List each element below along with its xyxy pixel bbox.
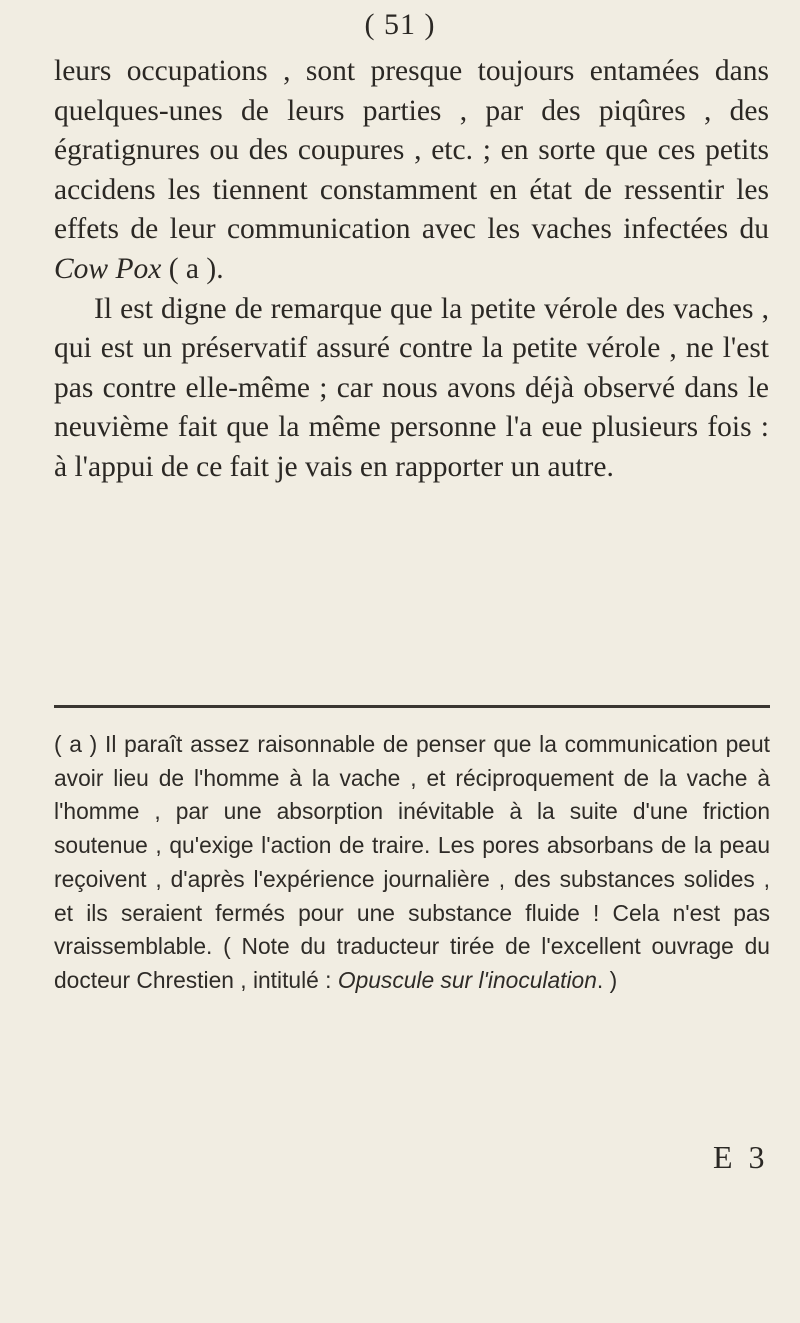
main-text — [54, 52, 769, 488]
footnote-tail: . ) — [596, 966, 618, 993]
footnote-divider — [54, 705, 770, 708]
footnote-book-title: Opuscule sur l'inoculation — [337, 966, 597, 993]
paragraph-1-text: leurs occupations , sont presque toujours entamées dans quelques-unes de leurs parties , par des piqûres , des égratignures ou des coupures , etc. ; en sorte que ces petits accidens les tiennent constamment en état de ressentir les effets de leur communication avec les vaches infectées du — [54, 55, 769, 246]
page-number: ( 51 ) — [364, 8, 436, 41]
footnote — [54, 728, 770, 998]
footnote-paragraph — [54, 728, 770, 998]
signature-mark: E 3 — [713, 1139, 769, 1175]
footnote-ref: ( a ). — [161, 252, 224, 285]
paragraph-2: Il est digne de remarque que la petite vérole des vaches , qui est un préservatif assuré contre la petite vérole , ne l'est pas contre elle-même ; car nous avons déjà observé dans le neuvième fait que la même personne l'a eue plusieurs fois : à l'appui de ce fait je vais en rapporter un autre. — [54, 292, 769, 483]
paragraph-1 — [54, 52, 769, 290]
footnote-text: ( a ) Il paraît assez raisonnable de penser que la communication peut avoir lieu de l'homme à la vache , et réciproquement de la vache à l'homme , par une absorption inévitable à la suite d'une friction soutenue , qu'exige l'action de traire. Les pores absorbans de la peau reçoivent , d'après l'expérience journalière , des substances solides , et ils seraient fermés pour une substance fluide ! Cela n'est pas vraissemblable. ( Note du traducteur tirée de l'excellent ouvrage du docteur Chrestien , intitulé : — [54, 731, 770, 993]
cow-pox-term: Cow Pox — [54, 252, 162, 285]
